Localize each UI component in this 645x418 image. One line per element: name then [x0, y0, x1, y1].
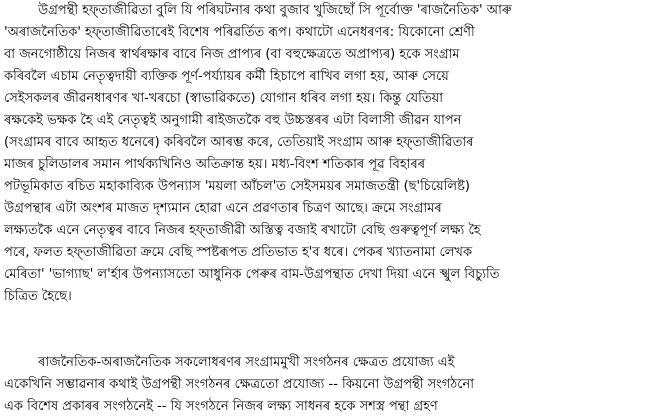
paragraph-line: উগ্ৰপন্থাৰ এটা অংশৰ মাজত দৃশ্যমান হোৱা এনে প্ৰৱণতাৰ চিত্ৰণ আছে। ক্ৰমে সংগ্ৰামৰ — [4, 201, 442, 216]
paragraph-line: উগ্রপন্থী হফ্তাজীৱিতা বুলি যি পৰিঘটনাৰ কথা বুজাব খুজিছোঁ সি পূৰ্বোক্ত 'ৰাজনৈতিক' আৰু — [38, 3, 512, 18]
paragraph-line: 'অৰাজনৈতিক' হফ্তাজীৱিতাৰেই বিশেষ পৰিৱৰ্তিত ৰূপ। কথাটো এনেধৰণৰ: যিকোনো শ্ৰেণী — [4, 25, 475, 40]
paragraph-line: কৰিবলৈ এচাম নেতৃত্বদায়ী ব্যক্তিক পূৰ্ণ-পৰ্য্যায়ৰ কৰ্মী হিচাপে ৰাখিব লগা হয়, আৰু সেয়ে — [4, 69, 449, 84]
paragraph-line: লক্ষ্যতকৈ এনে নেতৃত্বৰ বাবে নিজৰ হফ্তাজীৱী অস্তিত্ব বজাই ৰখাটো বেছি গুৰুত্বপূৰ্ণ লক্ষ্য হৈ — [4, 223, 481, 238]
paragraph-line: মেৰিতা' 'ভাগ্যাছ' ল'ৰ্হাৰ উপন্যাসতো আধুনিক পেৰুৰ বাম-উগ্ৰপন্থাত দেখা দিয়া এনে স্খুল বিচ্যুতি — [4, 267, 500, 282]
paragraph-line: একেখিনি সম্ভাৱনাৰ কথাই উগ্ৰপন্থী সংগঠনৰ ক্ষেত্ৰতো প্ৰযোজ্য -- কিয়নো উগ্ৰপন্থী সংগঠনো — [4, 377, 475, 392]
paragraph-line: পটভূমিকাত ৰচিত মহাকাব্যিক উপন্যাস 'ময়লা আঁচল'ত সেইসময়ৰ সমাজতন্ত্ৰী (ছ'চিয়েলিষ্ট) — [4, 179, 470, 194]
paragraph-line: ৰাজনৈতিক-অৰাজনৈতিক সকলোধৰণৰ সংগ্ৰামমুখী সংগঠনৰ ক্ষেত্ৰত প্ৰযোজ্য এই — [38, 355, 455, 370]
paragraph-line: এক বিশেষ প্ৰকাৰৰ সংগঠনেই -- যি সংগঠনে নিজৰ লক্ষ্য সাধনৰ হকে সশস্ত্ৰ পন্থা গ্ৰহণ — [4, 399, 438, 414]
paragraph-line: সেইসকলৰ জীৱনধাৰণৰ খা-খৰচো (স্বাভাৱিকতে) যোগান ধৰিব লগা হয়। কিন্তু যেতিয়া — [4, 91, 444, 106]
paragraph-line: বা জনগোষ্ঠীয়ে নিজৰ স্বাৰ্থৰক্ষাৰ বাবে নিজ প্ৰাপ্যৰ (বা বহুক্ষেত্ৰতে অপ্ৰাপ্যৰ) হকে সংগ্ৰাম — [4, 47, 460, 62]
paragraph-line: (সংগ্ৰামৰ বাবে আহৃত ধনেৰে) কৰিবলৈ আৰম্ভ কৰে, তেতিয়াই সংগ্ৰাম আৰু হফ্তাজীৱিতাৰ — [4, 135, 474, 150]
paragraph-line: চিত্ৰিত হৈছে। — [4, 289, 72, 304]
paragraph-line: মাজৰ চুলিডালৰ সমান পাৰ্থক্যখিনিও অতিক্ৰান্ত হয়। মধ্য-বিংশ শতিকাৰ পূৱ বিহাৰৰ — [4, 157, 426, 172]
paragraph-line: পৰে, ফলত হফ্তাজীৱিতা ক্ৰমে বেছি স্পষ্টৰূপত প্ৰতিভাত হ'ব ধৰে। পেকৰ খ্যাতনামা লেখক — [4, 245, 473, 260]
paragraph-line: ৰক্ষকেই ভক্ষক হৈ এই নেতৃত্বই অনুগামী ৰাইজতকৈ বহু উচ্চস্তৰৰ এটা বিলাসী জীৱন যাপন — [4, 113, 462, 128]
